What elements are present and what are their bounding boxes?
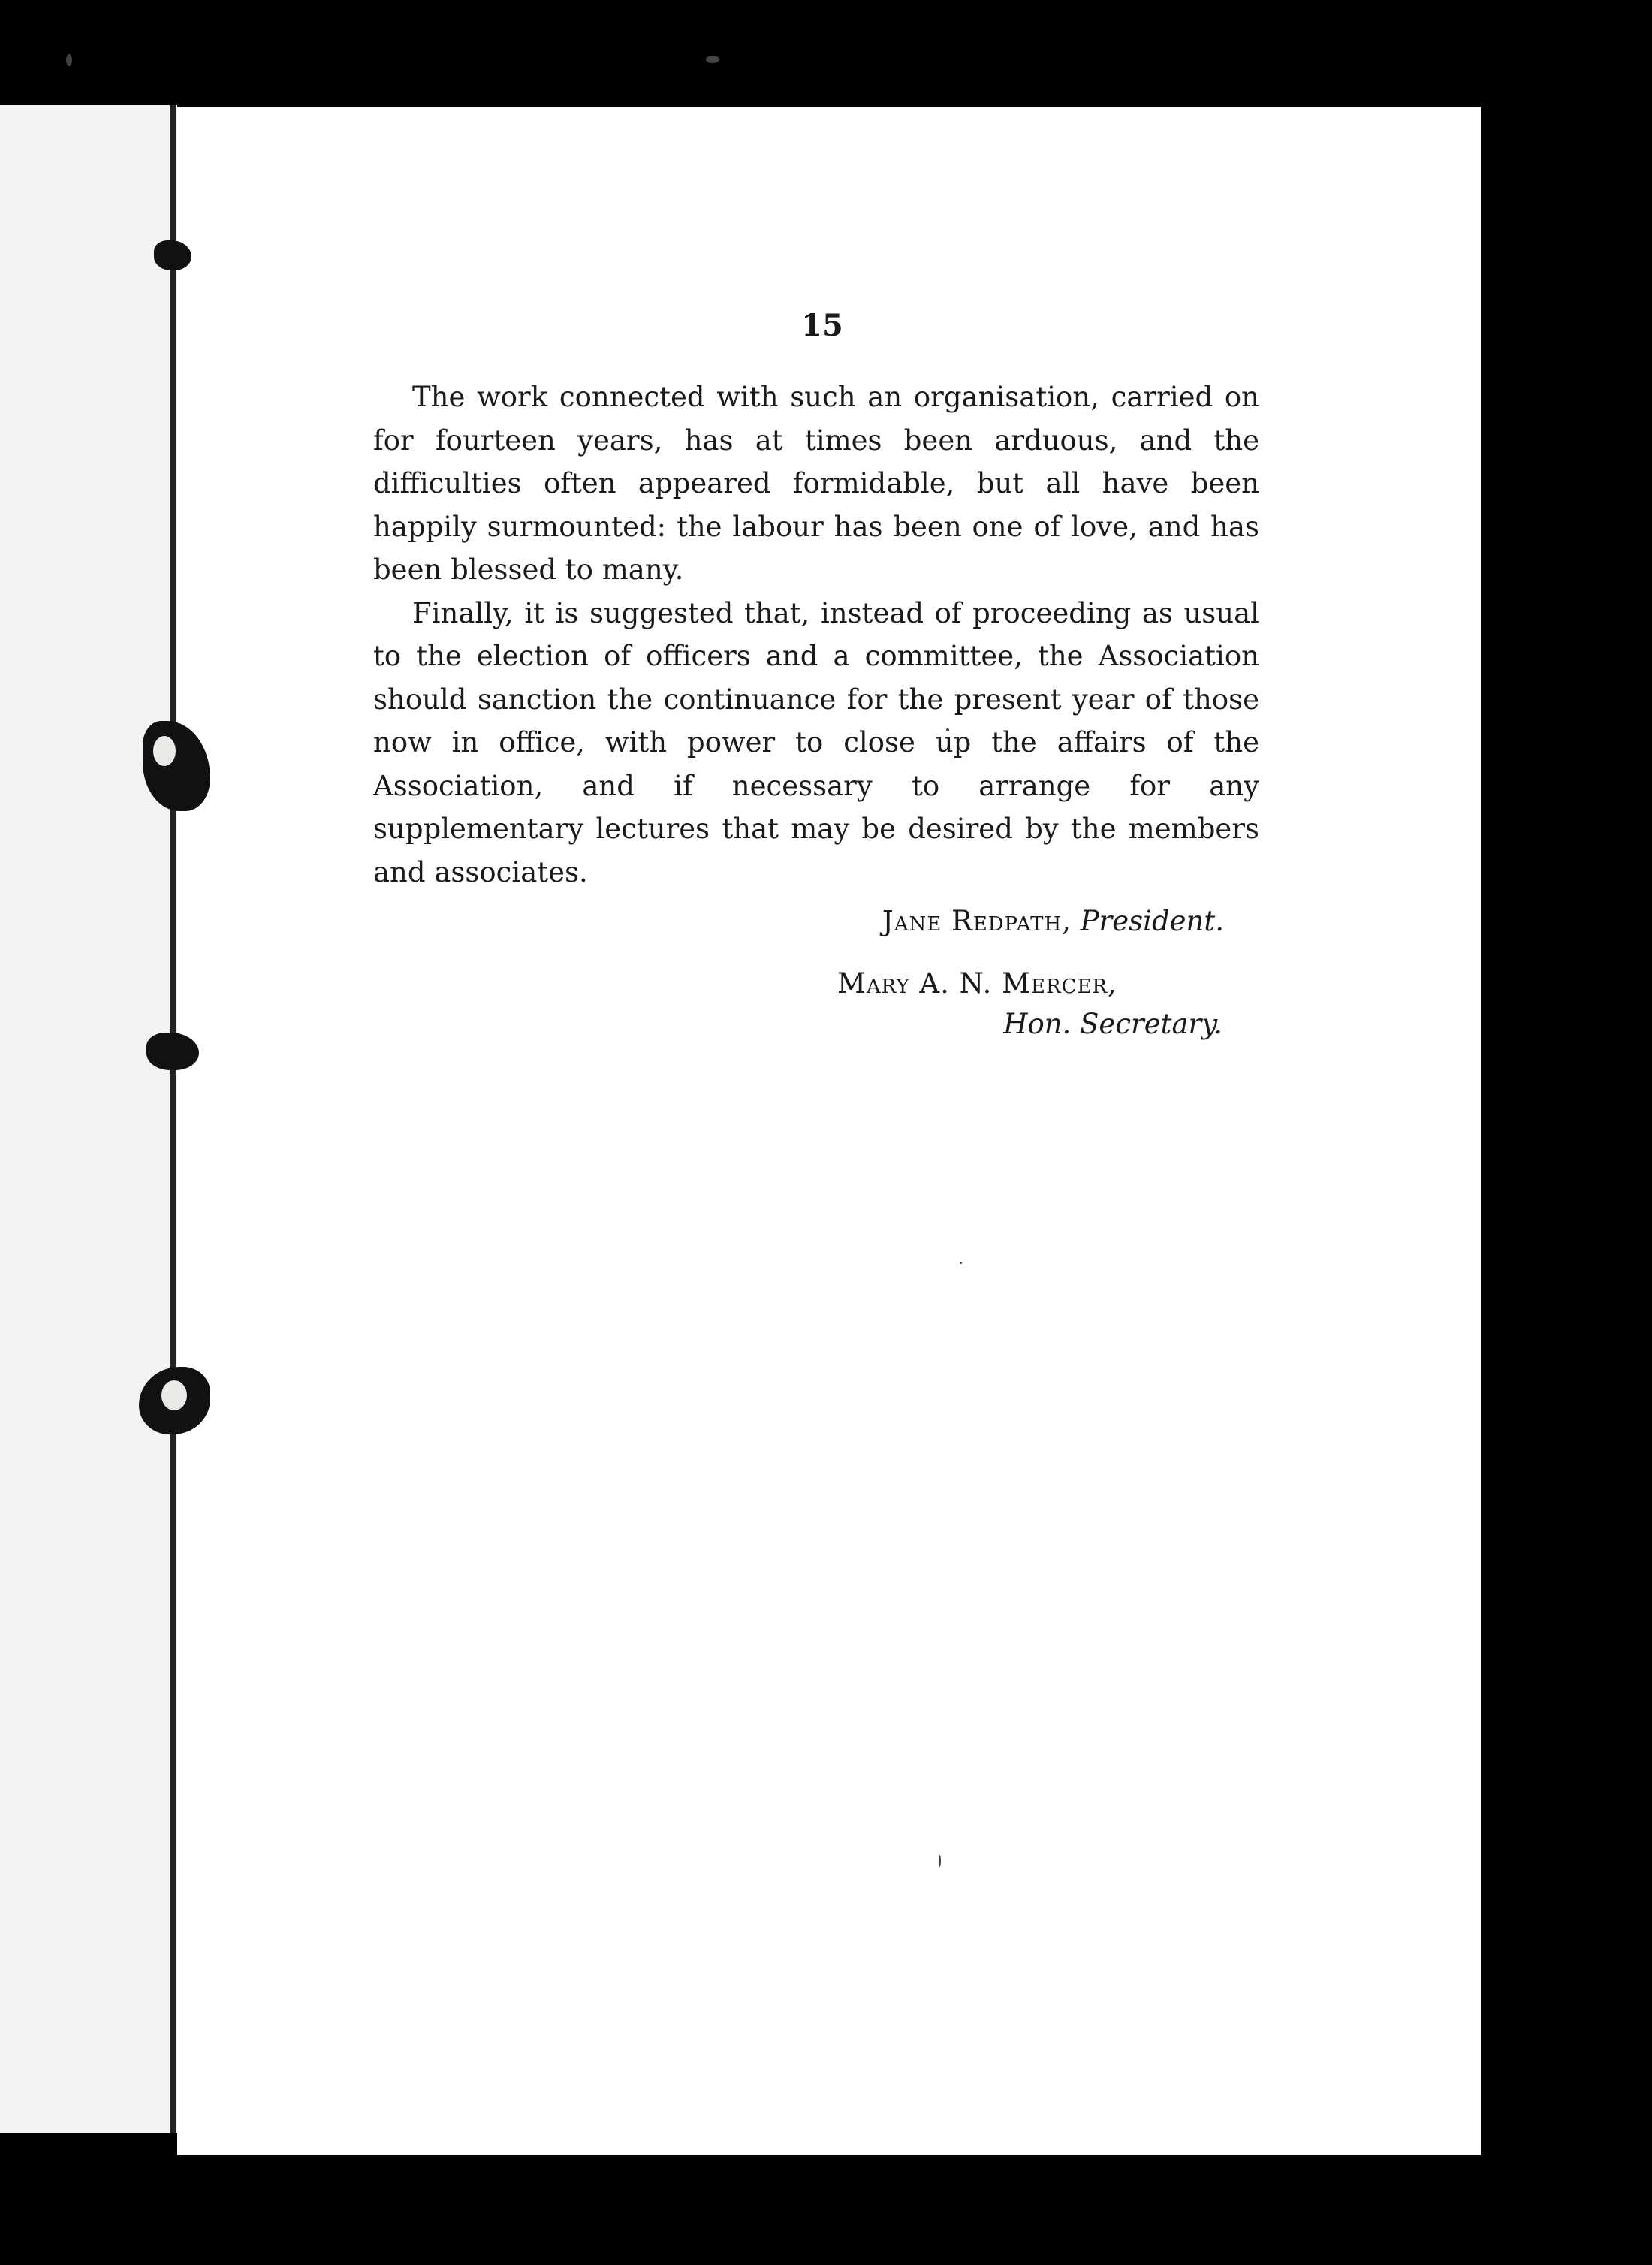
- facing-page-edge: [0, 105, 177, 2133]
- secretary-name-line: [837, 967, 1117, 1000]
- scan-speck: [939, 1855, 941, 1867]
- scan-speck: [960, 1262, 962, 1264]
- binding-stitch: [154, 240, 191, 270]
- paragraph-2: Finally, it is suggested that, instead of proceeding as usual to the election of officers and a committee, the Association should sanction the continuance for the present year of those now in office, with power to close up the affairs of the Association, and if necessary to arrange for any supplementary lectures that may be desired by the members and associates.: [373, 596, 1259, 888]
- binding-stitch: [146, 1033, 199, 1070]
- scan-speck: [706, 56, 719, 63]
- secretary-title: Hon. Secretary.: [1003, 1008, 1222, 1040]
- page-number: 15: [801, 308, 843, 343]
- secretary-title-line: [1003, 1008, 1222, 1040]
- binding-spine: [170, 105, 176, 2133]
- president-signature: [882, 905, 1224, 937]
- president-name: Jane Redpath,: [882, 905, 1072, 937]
- president-title: President.: [1080, 905, 1224, 937]
- secretary-name: Mary A. N. Mercer,: [837, 967, 1117, 1000]
- paragraph-1: The work connected with such an organisation, carried on for fourteen years, has at times been arduous, and the difficulties often appeared formidable, but all have been happily surmounted: the labour has been one of love, and has been blessed to many.: [373, 381, 1259, 586]
- scan-speck: [66, 54, 72, 66]
- body-text: [373, 375, 1259, 894]
